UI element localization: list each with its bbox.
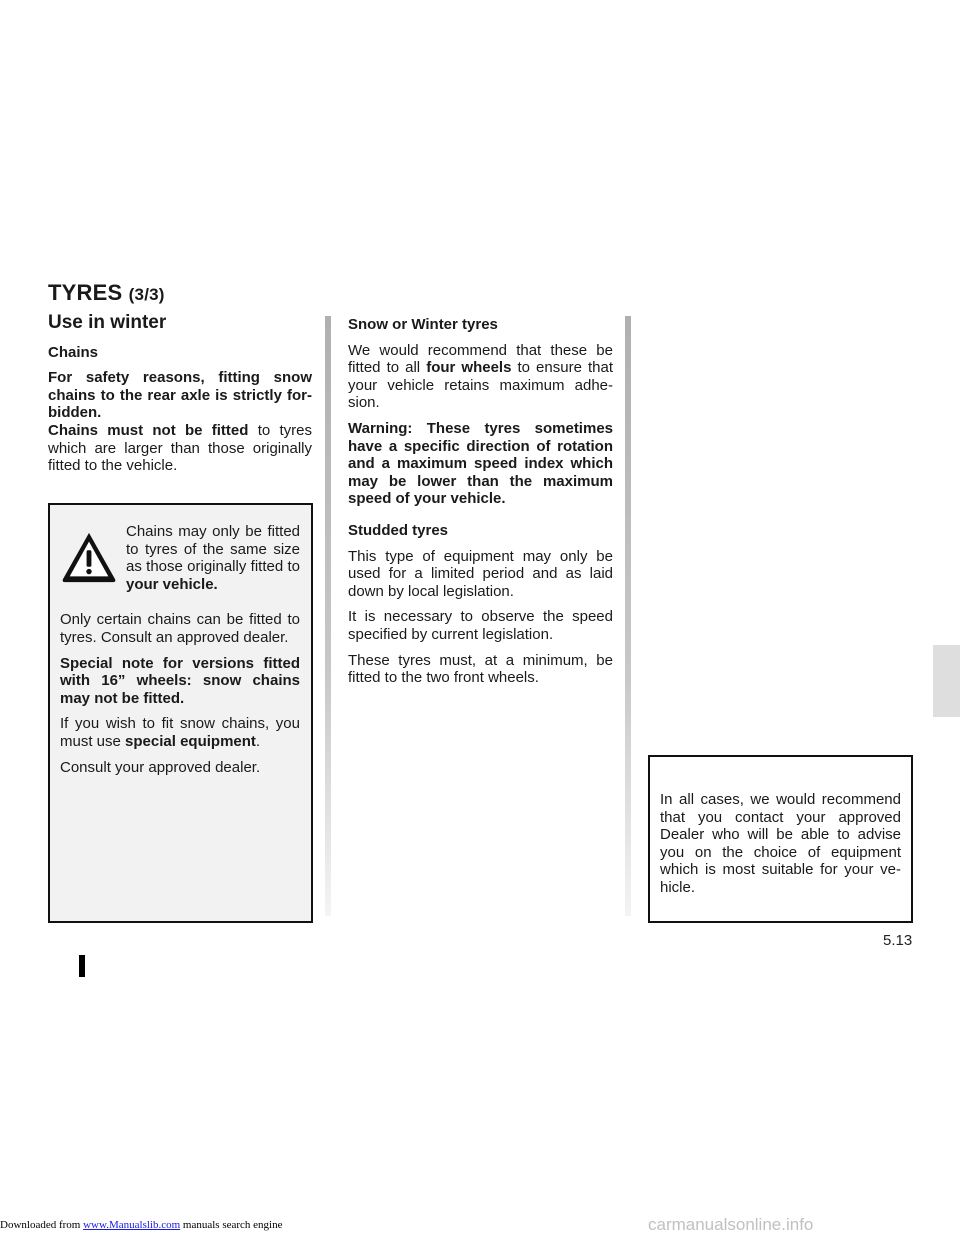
- site-link[interactable]: www.Manualslib.com: [83, 1219, 181, 1231]
- column-divider-right: [625, 316, 631, 916]
- warning-p3-bold: special equipment: [125, 732, 256, 750]
- chains-must-not-rest: to tyres which are larger than those originally fitted to the vehicle.: [48, 421, 313, 475]
- snow-post: to ensure that your vehicle retains maximum adhe-sion.: [348, 359, 613, 412]
- chains-heading: Chains: [48, 343, 99, 361]
- warning-intro: [126, 523, 300, 593]
- warning-p3-post: .: [255, 732, 261, 750]
- chains-size-rule: [48, 422, 312, 475]
- warning-p3: [60, 715, 300, 750]
- warning-p1: Only certain chains can be fitted to tyres. Consult an approved dealer.: [60, 611, 300, 646]
- warning-p2: Special note for versions fitted with 16” wheels: snow chains may not be fitted.: [60, 654, 300, 707]
- chapter-tab: [933, 645, 960, 717]
- download-footer: [0, 1218, 282, 1232]
- studded-p1: This type of equipment may only be used for a limited period and as laid down by local legislation.: [348, 547, 613, 600]
- warning-header: [60, 523, 300, 601]
- warning-p3-pre: If you wish to fit snow chains, you must use: [60, 715, 300, 750]
- snow-warning: Warning: These tyres sometimes have a specific direction of rotation and a maximum speed index which may be lower than the maximum speed of your vehicle.: [348, 419, 613, 508]
- section-title: Use in winter: [48, 312, 167, 333]
- warning-box: [48, 503, 313, 923]
- left-column: [48, 314, 312, 483]
- site-suffix: manuals search engine: [180, 1219, 283, 1231]
- right-column: [348, 316, 613, 695]
- snow-pre: We would recommend that these be fitted to all: [348, 341, 613, 377]
- studded-p2: It is necessary to observe the speed specified by current legislation.: [348, 608, 613, 643]
- page-title: [48, 280, 165, 306]
- title-part: (3/3): [128, 285, 165, 304]
- note-text: In all cases, we would recommend that you contact your approved Dealer who will be able to advise you on the choice of equipment which is most suitable for your ve-hicle.: [660, 791, 901, 896]
- snow-paragraph: [348, 342, 613, 412]
- studded-heading: Studded tyres: [348, 521, 449, 539]
- chains-must-not-bold: Chains must not be fitted: [48, 421, 249, 439]
- warning-triangle-icon: [60, 529, 118, 587]
- snow-heading: Snow or Winter tyres: [348, 316, 498, 333]
- chains-warning: [48, 369, 312, 422]
- column-divider-left: [325, 316, 331, 916]
- snow-bold: four wheels: [426, 359, 512, 377]
- download-prefix: Downloaded from: [0, 1219, 84, 1231]
- watermark: carmanualsonline.info: [648, 1215, 814, 1234]
- note-box: [648, 755, 913, 923]
- title-text: TYRES: [48, 280, 123, 305]
- warning-intro-bold: your vehicle.: [126, 575, 218, 593]
- page-number: 5.13: [883, 932, 913, 949]
- warning-p4: Consult your approved dealer.: [60, 758, 261, 776]
- studded-p3: These tyres must, at a minimum, be fitted to the two front wheels.: [348, 651, 613, 687]
- chains-warning-text: For safety reasons, fitting snow chains to the rear axle is strictly for-bidden.: [48, 369, 312, 422]
- black-mark: [79, 955, 85, 977]
- warning-intro-text: Chains may only be fitted to tyres of the same size as those originally fitted to: [126, 523, 300, 576]
